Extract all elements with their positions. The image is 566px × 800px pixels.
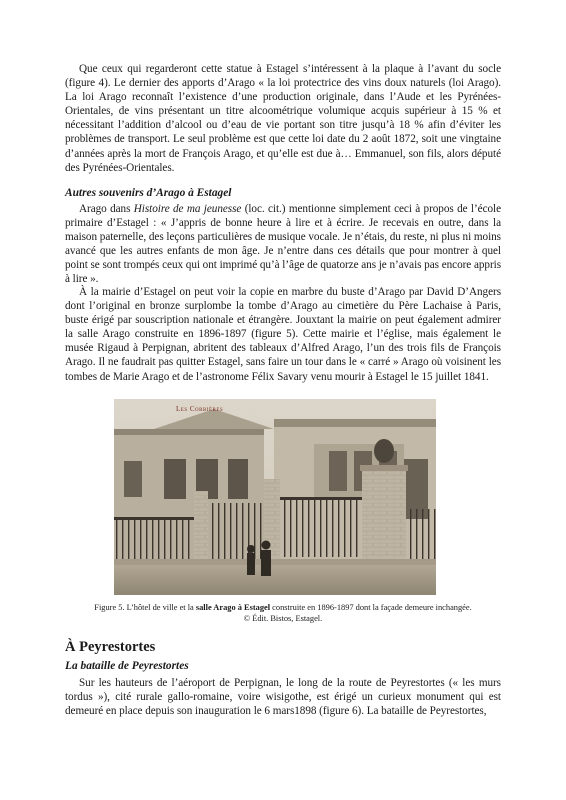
paragraph-text: À la mairie d’Estagel on peut voir la copie en marbre du buste d’Arago par David D’Angers dont l’original en bronze surplombe la tombe d’Arago au cimetière du Père Lachaise à Paris, buste érigé par souscription nationale et étrangère. Jouxtant la mairie on peut également admirer la salle Arago construite en 1896-1897 (figure 5). Cette mairie et l’église, mais également le musée Rigaud à Perpignan, abritent des tableaux d’Alfred Arago, l’un des trois fils de François Arago. Il ne faudrait pas quitter Estagel, sans faire un tour dans le « carré » Arago où voisinent les tombes de Marie Arago et de l’astronome Félix Savary venu mourir à Estagel le 15 juillet 1841. — [65, 286, 501, 383]
subheading: Autres souvenirs d’Arago à Estagel — [65, 187, 232, 199]
paragraph-text: Que ceux qui regarderont cette statue à Estagel s’intéressent à la plaque à l’avant du socle (figure 4). Le dernier des apports d’Arago « la loi protectrice des vins doux naturels (loi Arago). La loi Arago reconnaît l’existence d’une production originale, dans l’Aude et les Pyrénées-Orientales, de vins présentant un titre alcoométrique volumique acquis supérieur à 15 % et nécessitant l’addition d’alcool ou d’eau de vie portant son titre jusqu’à 18 % afin d’éviter les problèmes de transport. Le seul problème est que cette loi date du 2 août 1872, soit une vingtaine d’années après la mort de François Arago, et qu’elle est due à… Emmanuel, son fils, alors député des Pyrénées-Orientales. — [65, 63, 501, 174]
paragraph-text-start: Arago dans — [79, 203, 134, 215]
caption-text-end: construite en 1896-1897 dont la façade demeure inchangée. — [270, 603, 472, 612]
figure-caption — [60, 602, 506, 624]
book-title: Histoire de ma jeunesse — [133, 203, 242, 215]
section-title: À Peyrestortes — [65, 639, 156, 655]
paragraph-histoire-jeunesse — [65, 202, 501, 287]
paragraph-text-end: (loc. cit.) mentionne simplement ceci à propos de l’école primaire d’Estagel : « J’appris de bonne heure à lire et à écrire. Je recevais en outre, dans la maison paternelle, des leçons particulières de musique vocale. Je n’étais, du reste, ni plus ni moins avancé que les autres enfants de mon âge. Je n’entre dans ces détails que pour montrer à quel point se sont trompés ceux qui ont imprimé qu’à l’âge de quatorze ans je n’avais pas encore appris à lire ». — [65, 203, 501, 286]
caption-bold: salle Arago à Estagel — [195, 603, 271, 612]
caption-text-start: Figure 5. L’hôtel de ville et la — [94, 603, 196, 612]
heading-autres-souvenirs — [65, 186, 501, 200]
caption-credit: © Édit. Bistos, Estagel. — [243, 614, 323, 623]
paragraph-text: Sur les hauteurs de l’aéroport de Perpignan, le long de la route de Peyrestortes (« les murs tordus »), cité rurale gallo-romaine, voire wisigothe, est érigé un curieux monument qui est demeuré en place depuis son inauguration le 6 mars1898 (figure 6). La bataille de Peyrestortes, — [65, 677, 501, 718]
paragraph-peyrestortes — [65, 676, 501, 718]
postcard-label: Les Corbières — [176, 405, 224, 413]
paragraph-loi-arago — [65, 62, 501, 175]
heading-bataille-peyrestortes — [65, 659, 501, 673]
postcard-illustration — [114, 399, 436, 595]
figure-photo-hotel-de-ville — [114, 399, 436, 595]
subheading: La bataille de Peyrestortes — [65, 660, 189, 672]
section-heading-peyrestortes — [65, 639, 501, 656]
paragraph-mairie-estagel — [65, 285, 501, 384]
